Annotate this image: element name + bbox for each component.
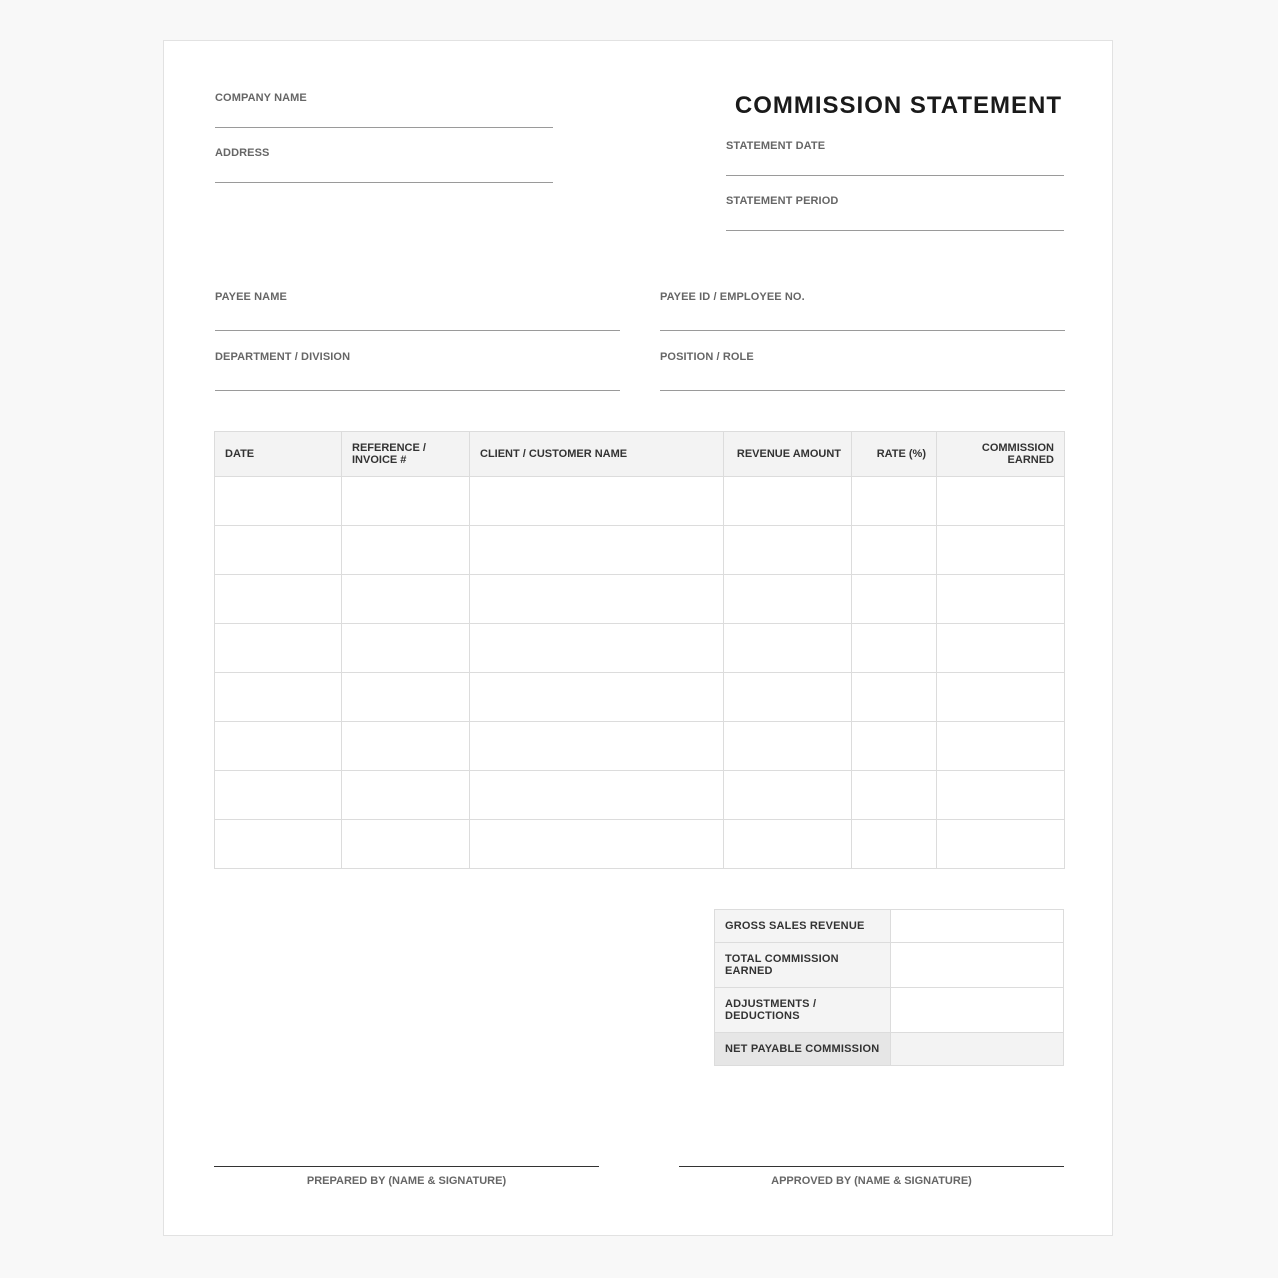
table-cell[interactable]: [724, 673, 852, 722]
table-row: [215, 477, 1065, 526]
payee-name-label: PAYEE NAME: [215, 291, 287, 303]
table-cell[interactable]: [852, 771, 937, 820]
column-header-rate: RATE (%): [852, 432, 937, 477]
table-row: [215, 771, 1065, 820]
table-cell[interactable]: [724, 526, 852, 575]
table-cell[interactable]: [215, 673, 342, 722]
table-cell[interactable]: [342, 771, 470, 820]
table-cell[interactable]: [852, 477, 937, 526]
column-header-reference: REFERENCE / INVOICE #: [342, 432, 470, 477]
table-cell[interactable]: [937, 624, 1065, 673]
column-header-commission: COMMISSION EARNED: [937, 432, 1065, 477]
table-cell[interactable]: [937, 722, 1065, 771]
table-cell[interactable]: [342, 722, 470, 771]
table-cell[interactable]: [937, 820, 1065, 869]
statement-period-label: STATEMENT PERIOD: [726, 195, 839, 207]
table-cell[interactable]: [852, 722, 937, 771]
table-cell[interactable]: [724, 477, 852, 526]
adjustments-value[interactable]: [891, 988, 1064, 1033]
table-cell[interactable]: [470, 673, 724, 722]
table-cell[interactable]: [215, 624, 342, 673]
table-row: [215, 575, 1065, 624]
address-line[interactable]: [215, 182, 553, 183]
table-row: [215, 673, 1065, 722]
position-line[interactable]: [660, 390, 1065, 391]
summary-row-adjustments: [715, 988, 1064, 1033]
table-cell[interactable]: [724, 575, 852, 624]
summary-row-gross: [715, 910, 1064, 943]
payee-id-label: PAYEE ID / EMPLOYEE NO.: [660, 291, 805, 303]
table-cell[interactable]: [215, 820, 342, 869]
approved-by-signature-line[interactable]: [679, 1166, 1064, 1167]
total-commission-value[interactable]: [891, 943, 1064, 988]
table-cell[interactable]: [724, 771, 852, 820]
table-cell[interactable]: [342, 575, 470, 624]
table-cell[interactable]: [470, 771, 724, 820]
prepared-by-label: PREPARED BY (NAME & SIGNATURE): [306, 1175, 507, 1187]
gross-sales-label: GROSS SALES REVENUE: [715, 910, 891, 943]
column-header-client: CLIENT / CUSTOMER NAME: [470, 432, 724, 477]
table-cell[interactable]: [724, 820, 852, 869]
department-line[interactable]: [215, 390, 620, 391]
table-cell[interactable]: [215, 722, 342, 771]
table-cell[interactable]: [852, 820, 937, 869]
table-cell[interactable]: [215, 526, 342, 575]
table-cell[interactable]: [937, 771, 1065, 820]
page-title: COMMISSION STATEMENT: [734, 92, 1062, 119]
table-cell[interactable]: [215, 575, 342, 624]
table-row: [215, 526, 1065, 575]
company-name-line[interactable]: [215, 127, 553, 128]
table-cell[interactable]: [470, 477, 724, 526]
prepared-by-signature-line[interactable]: [214, 1166, 599, 1167]
table-cell[interactable]: [342, 526, 470, 575]
table-cell[interactable]: [470, 624, 724, 673]
table-cell[interactable]: [937, 477, 1065, 526]
table-cell[interactable]: [937, 526, 1065, 575]
table-header-row: [215, 432, 1065, 477]
table-row: [215, 722, 1065, 771]
adjustments-label: ADJUSTMENTS / DEDUCTIONS: [715, 988, 891, 1033]
table-cell[interactable]: [852, 624, 937, 673]
table-cell[interactable]: [724, 722, 852, 771]
table-cell[interactable]: [470, 820, 724, 869]
summary-row-net: [715, 1033, 1064, 1066]
statement-date-line[interactable]: [726, 175, 1064, 176]
summary-row-total: [715, 943, 1064, 988]
table-cell[interactable]: [852, 575, 937, 624]
table-cell[interactable]: [937, 673, 1065, 722]
position-label: POSITION / ROLE: [660, 351, 754, 363]
table-row: [215, 624, 1065, 673]
total-commission-label: TOTAL COMMISSION EARNED: [715, 943, 891, 988]
table-cell[interactable]: [342, 624, 470, 673]
statement-date-label: STATEMENT DATE: [726, 140, 826, 152]
payee-id-line[interactable]: [660, 330, 1065, 331]
statement-period-line[interactable]: [726, 230, 1064, 231]
column-header-revenue: REVENUE AMOUNT: [724, 432, 852, 477]
table-cell[interactable]: [342, 820, 470, 869]
table-cell[interactable]: [470, 575, 724, 624]
table-cell[interactable]: [852, 673, 937, 722]
commission-items-table: [214, 431, 1065, 869]
commission-summary-table: [714, 909, 1064, 1066]
approved-by-label: APPROVED BY (NAME & SIGNATURE): [771, 1175, 972, 1187]
table-cell[interactable]: [215, 477, 342, 526]
table-row: [215, 820, 1065, 869]
table-cell[interactable]: [470, 722, 724, 771]
company-name-label: COMPANY NAME: [215, 92, 307, 104]
table-cell[interactable]: [852, 526, 937, 575]
column-header-date: DATE: [215, 432, 342, 477]
statement-sheet: [163, 40, 1113, 1236]
payee-name-line[interactable]: [215, 330, 620, 331]
net-payable-label: NET PAYABLE COMMISSION: [715, 1033, 891, 1066]
department-label: DEPARTMENT / DIVISION: [215, 351, 351, 363]
gross-sales-value[interactable]: [891, 910, 1064, 943]
table-cell[interactable]: [724, 624, 852, 673]
table-cell[interactable]: [470, 526, 724, 575]
address-label: ADDRESS: [215, 147, 270, 159]
net-payable-value[interactable]: [891, 1033, 1064, 1066]
table-cell[interactable]: [215, 771, 342, 820]
table-cell[interactable]: [342, 477, 470, 526]
table-cell[interactable]: [937, 575, 1065, 624]
table-cell[interactable]: [342, 673, 470, 722]
